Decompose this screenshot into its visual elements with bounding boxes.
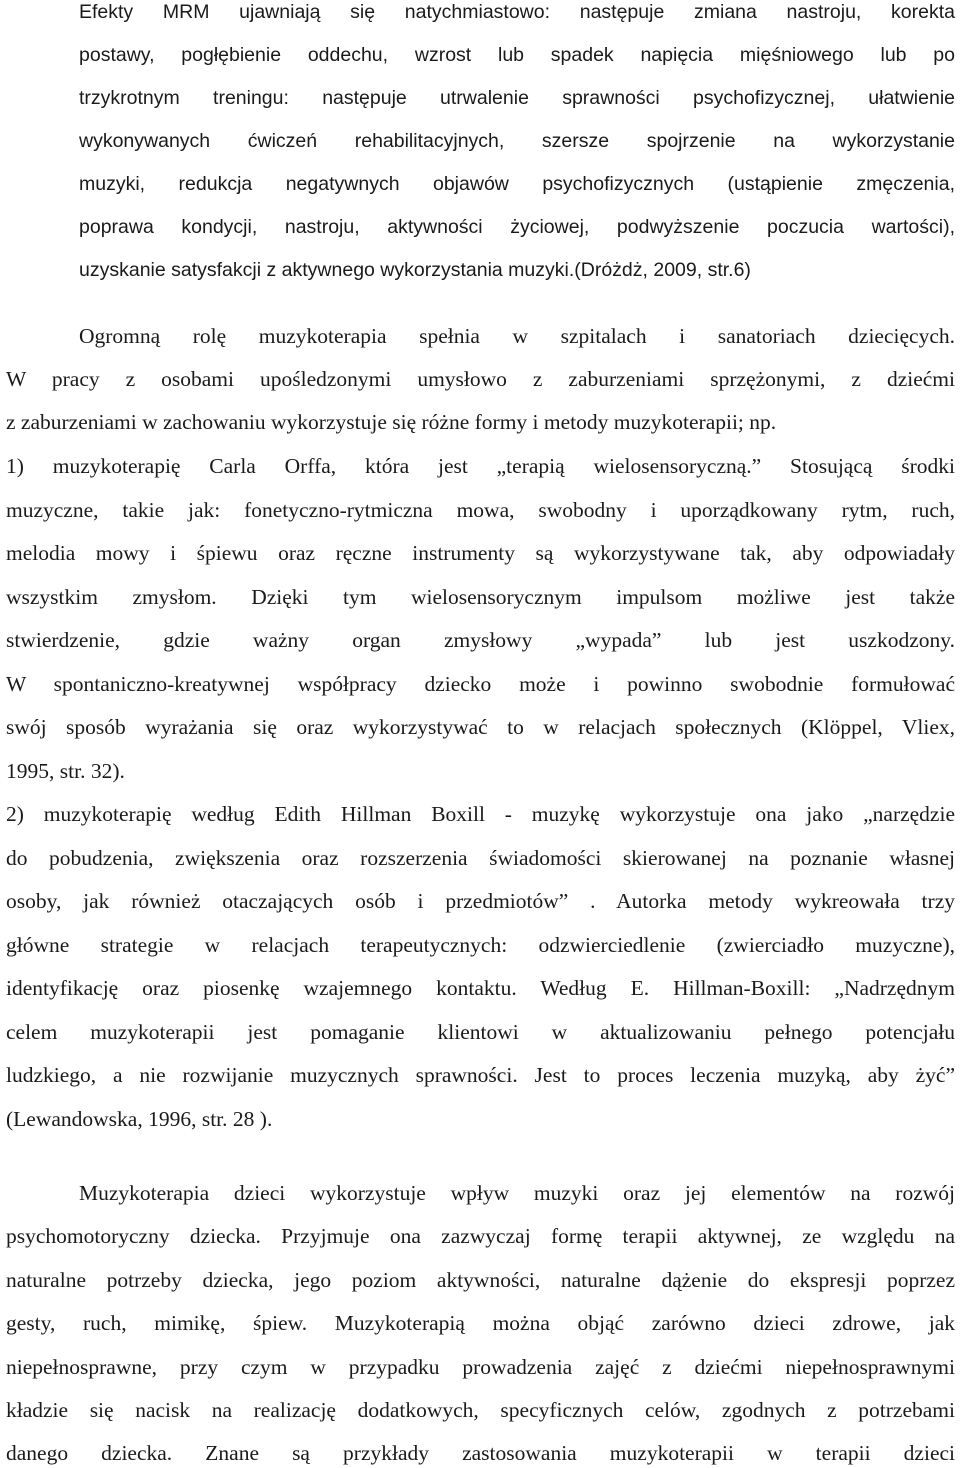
paragraph-line: ludzkiego, a nie rozwijanie muzycznych sprawności. Jest to proces leczenia muzyką, aby żyć” [6,1063,955,1087]
paragraph-line: do pobudzenia, zwiększenia oraz rozszerzenia świadomości skierowanej na poznanie własnej [6,846,955,870]
paragraph-line: muzyki, redukcja negatywnych objawów psychofizycznych (ustąpienie zmęczenia, [79,173,955,195]
paragraph-line: osoby, jak również otaczających osób i przedmiotów” . Autorka metody wykreowała trzy [6,889,955,913]
paragraph-line: wszystkim zmysłom. Dzięki tym wielosensorycznym impulsom możliwe jest także [6,585,955,609]
paragraph-line: główne strategie w relacjach terapeutycznych: odzwierciedlenie (zwierciadło muzyczne), [6,933,955,957]
paragraph-line: kładzie się nacisk na realizację dodatkowych, specyficznych celów, zgodnych z potrzebami [6,1398,955,1422]
paragraph-line: (Lewandowska, 1996, str. 28 ). [6,1107,273,1131]
paragraph-line: gesty, ruch, mimikę, śpiew. Muzykoterapią można objąć zarówno dzieci zdrowe, jak [6,1311,955,1335]
paragraph-line: W spontaniczno-kreatywnej współpracy dziecko może i powinno swobodnie formułować [6,672,955,696]
paragraph-line: wykonywanych ćwiczeń rehabilitacyjnych, szersze spojrzenie na wykorzystanie [79,130,955,152]
paragraph-line: W pracy z osobami upośledzonymi umysłowo z zaburzeniami sprzężonymi, z dziećmi [6,367,955,391]
paragraph-line: 2) muzykoterapię według Edith Hillman Boxill - muzykę wykorzystuje ona jako „narzędzie [6,802,955,826]
paragraph-line: 1995, str. 32). [6,759,125,783]
paragraph-line: poprawa kondycji, nastroju, aktywności życiowej, podwyższenie poczucia wartości), [79,216,955,238]
paragraph-line: postawy, pogłębienie oddechu, wzrost lub spadek napięcia mięśniowego lub po [79,44,955,66]
paragraph-line: Ogromną rolę muzykoterapia spełnia w szpitalach i sanatoriach dziecięcych. [79,324,955,348]
paragraph-line: uzyskanie satysfakcji z aktywnego wykorzystania muzyki.(Dróżdż, 2009, str.6) [79,259,751,281]
paragraph-line: identyfikację oraz piosenkę wzajemnego kontaktu. Według E. Hillman-Boxill: „Nadrzędnym [6,976,955,1000]
paragraph-line: melodia mowy i śpiewu oraz ręczne instrumenty są wykorzystywane tak, aby odpowiadały [6,541,955,565]
paragraph-line: psychomotoryczny dziecka. Przyjmuje ona zazwyczaj formę terapii aktywnej, ze względu na [6,1224,955,1248]
paragraph-line: z zaburzeniami w zachowaniu wykorzystuje się różne formy i metody muzykoterapii; np. [6,410,777,434]
paragraph-line: swój sposób wyrażania się oraz wykorzystywać to w relacjach społecznych (Klöppel, Vliex, [6,715,955,739]
paragraph-line: stwierdzenie, gdzie ważny organ zmysłowy „wypada” lub jest uszkodzony. [6,628,955,652]
paragraph-line: Muzykoterapia dzieci wykorzystuje wpływ muzyki oraz jej elementów na rozwój [79,1181,955,1205]
paragraph-line: 1) muzykoterapię Carla Orffa, która jest „terapią wielosensoryczną.” Stosującą środki [6,454,955,478]
paragraph-line: trzykrotnym treningu: następuje utrwalenie sprawności psychofizycznej, ułatwienie [79,87,955,109]
paragraph-line: muzyczne, takie jak: fonetyczno-rytmiczna mowa, swobodny i uporządkowany rytm, ruch, [6,498,955,522]
paragraph-line: Efekty MRM ujawniają się natychmiastowo: następuje zmiana nastroju, korekta [79,1,955,23]
paragraph-line: naturalne potrzeby dziecka, jego poziom aktywności, naturalne dążenie do ekspresji poprzez [6,1268,955,1292]
paragraph-line: niepełnosprawne, przy czym w przypadku prowadzenia zajęć z dziećmi niepełnosprawnymi [6,1355,955,1379]
paragraph-line: danego dziecka. Znane są przykłady zastosowania muzykoterapii w terapii dzieci [6,1441,955,1465]
paragraph-line: celem muzykoterapii jest pomaganie klientowi w aktualizowaniu pełnego potencjału [6,1020,955,1044]
